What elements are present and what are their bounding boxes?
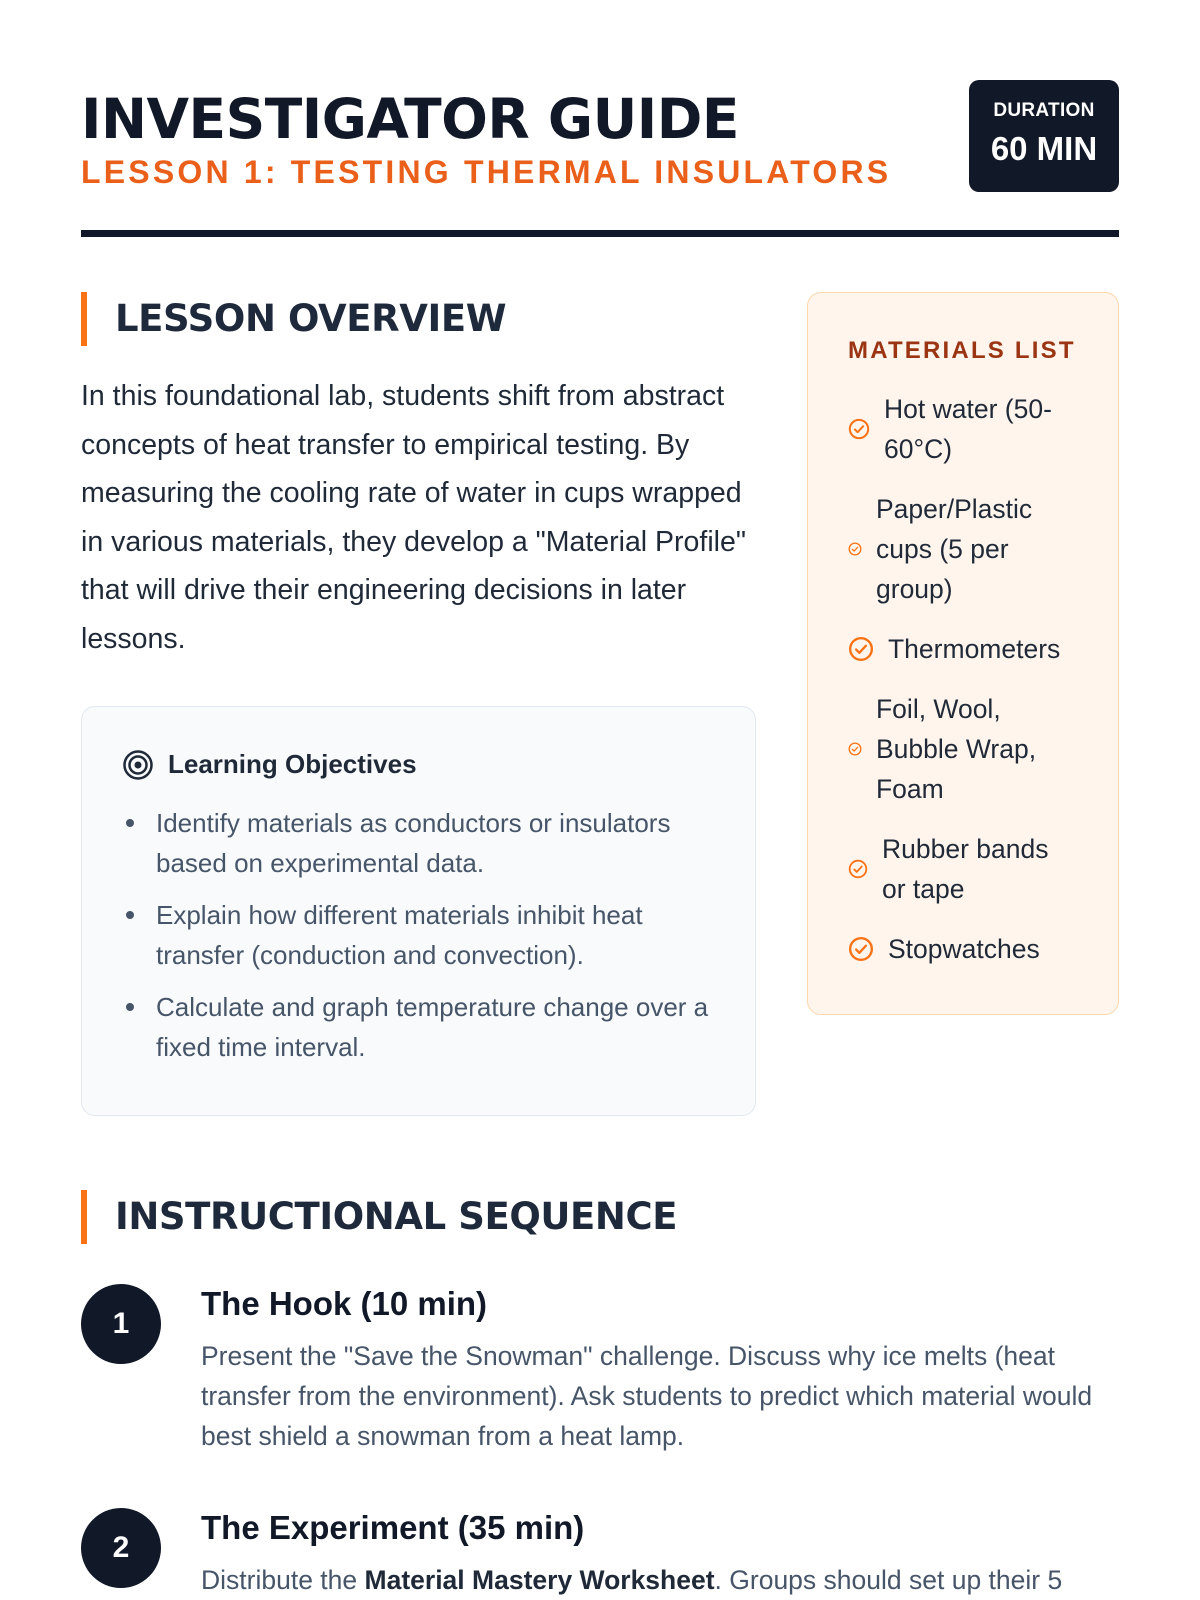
objective-item: Explain how different materials inhibit heat transfer (conduction and convection). [122,895,715,975]
worksheet-name: Material Mastery Worksheet [364,1564,715,1595]
bullet-dot [126,911,134,919]
bullet-dot [126,819,134,827]
material-text: Foil, Wool, Bubble Wrap, Foam [876,694,1037,804]
step-number: 2 [81,1508,161,1588]
material-item [848,689,1078,809]
content-columns [81,292,1119,1116]
check-circle-icon [848,859,868,879]
instructional-sequence [81,1190,1119,1600]
step-title: The Experiment (35 min) [201,1508,585,1546]
material-text: Thermometers [888,634,1061,664]
page-title: INVESTIGATOR GUIDE [81,87,739,151]
right-column [807,292,1119,1116]
check-circle-icon [848,936,874,962]
material-text: Rubber bands or tape [882,834,1049,904]
duration-badge [969,80,1119,192]
objective-item: Identify materials as conductors or insulators based on experimental data. [122,803,715,883]
check-circle-icon [848,542,862,556]
learning-objectives-card [81,706,756,1116]
duration-label: DURATION [993,100,1095,121]
step-description: Present the "Save the Snowman" challenge. Discuss why ice melts (heat transfer from the environment). Ask students to predict which material would best shield a snowman from a heat lamp. [201,1340,1093,1451]
objective-item: Calculate and graph temperature change over a fixed time interval. [122,987,715,1067]
title-block [81,80,891,192]
sequence-step [81,1282,1119,1456]
check-circle-icon [848,742,862,756]
target-icon [122,749,154,781]
sequence-step [81,1506,1119,1600]
duration-value: 60 MIN [990,130,1098,167]
overview-heading: LESSON OVERVIEW [81,292,756,346]
step-body [201,1506,1062,1600]
material-item [848,389,1078,469]
check-circle-icon [848,636,874,662]
materials-card [807,292,1119,1015]
check-circle-icon [848,418,870,440]
material-item [848,929,1078,969]
sequence-heading: INSTRUCTIONAL SEQUENCE [81,1190,1119,1244]
lesson-subtitle: LESSON 1: TESTING THERMAL INSULATORS [81,154,892,190]
header-divider [81,230,1119,237]
material-text: Stopwatches [888,934,1040,964]
material-item [848,629,1078,669]
bullet-dot [126,1003,134,1011]
material-text: Hot water (50-60°C) [884,394,1052,464]
objectives-title: Learning Objectives [168,749,417,780]
step-title: The Hook (10 min) [201,1284,488,1322]
step-description: Distribute the Material Mastery Worksheet. Groups should set up their 5 [201,1564,1063,1595]
material-item [848,489,1078,609]
step-number: 1 [81,1284,161,1364]
materials-list [848,389,1078,969]
materials-title: MATERIALS LIST [848,337,1076,364]
left-column [81,292,756,1116]
header [81,80,1119,230]
material-text: Paper/Plastic cups (5 per group) [876,494,1033,604]
objectives-list [122,803,715,1067]
overview-text: In this foundational lab, students shift from abstract concepts of heat transfer to empirical testing. By measuring the cooling rate of water in cups wrapped in various materials, they develop a "Material Profile" that will drive their engineering decisions in later lessons. [81,380,746,655]
objectives-header [122,749,715,781]
material-item [848,829,1078,909]
step-body [201,1282,1119,1456]
